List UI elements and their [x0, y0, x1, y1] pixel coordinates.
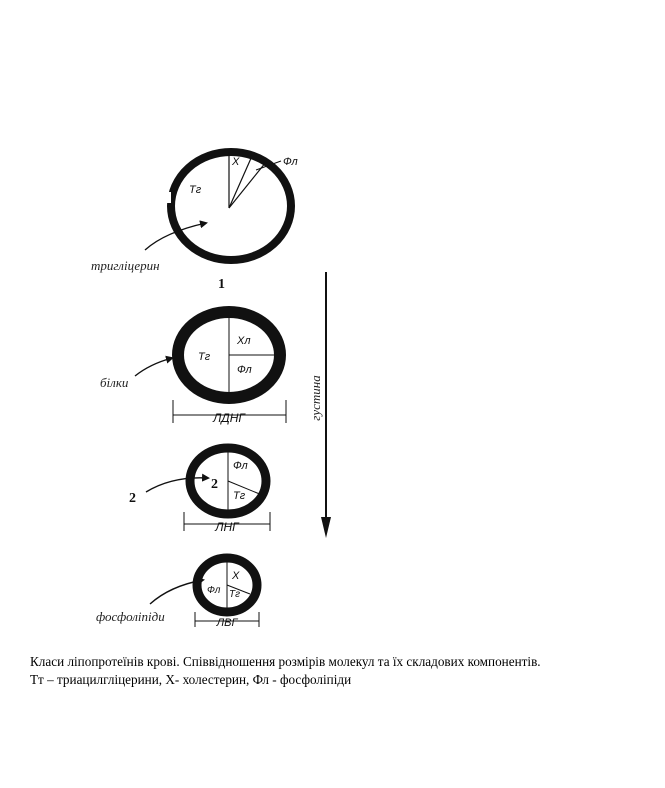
particle-3-lng [129, 448, 270, 534]
class-label-lvg: ЛВГ [216, 617, 238, 629]
inner-number-2: 2 [211, 477, 218, 492]
particle-number-1: 1 [218, 277, 225, 292]
segment-label-xl: Хл [237, 335, 251, 347]
class-label-lng: ЛНГ [215, 520, 239, 534]
particle-2-ldl [100, 312, 286, 425]
particle-1-triglyceride [91, 152, 298, 292]
shell-gap [163, 192, 171, 203]
segment-label-tg: Тг [233, 490, 246, 502]
segment-label-tg: Тг [198, 351, 211, 363]
pointer-arrow [146, 478, 208, 492]
caption-line-2: Тт – триацилгліцерини, Х- холестерин, Фл - фосфоліпіди [30, 672, 352, 687]
segment-label-fl: Фл [237, 364, 252, 376]
segment-label-x: Х [232, 156, 240, 168]
segment-label-fl: Фл [283, 156, 298, 168]
segment-label-tg: Тг [189, 184, 202, 196]
pointer-label-triglyceride: тригліцерин [91, 258, 160, 273]
density-axis [308, 272, 331, 538]
particle-number-2: 2 [129, 491, 136, 506]
segment-label-fl: Фл [207, 585, 221, 596]
density-label: густина [308, 375, 323, 421]
pointer-arrow [135, 358, 172, 376]
density-arrow-head [321, 517, 331, 538]
pointer-label-phospholipids: фосфоліпіди [96, 609, 165, 624]
class-label-ldng: ЛДНГ [213, 411, 245, 425]
pointer-label-proteins: білки [100, 375, 129, 390]
segment-label-fl: Фл [233, 460, 248, 472]
segment-label-tg: Тг [229, 589, 241, 600]
segment-label-x: Х [232, 570, 240, 582]
particle-4-hdl [96, 558, 259, 629]
caption-line-1: Класи ліпопротеїнів крові. Співвідношення розмірів молекул та їх складових компонентів. [30, 654, 541, 669]
figure-caption [30, 653, 660, 689]
